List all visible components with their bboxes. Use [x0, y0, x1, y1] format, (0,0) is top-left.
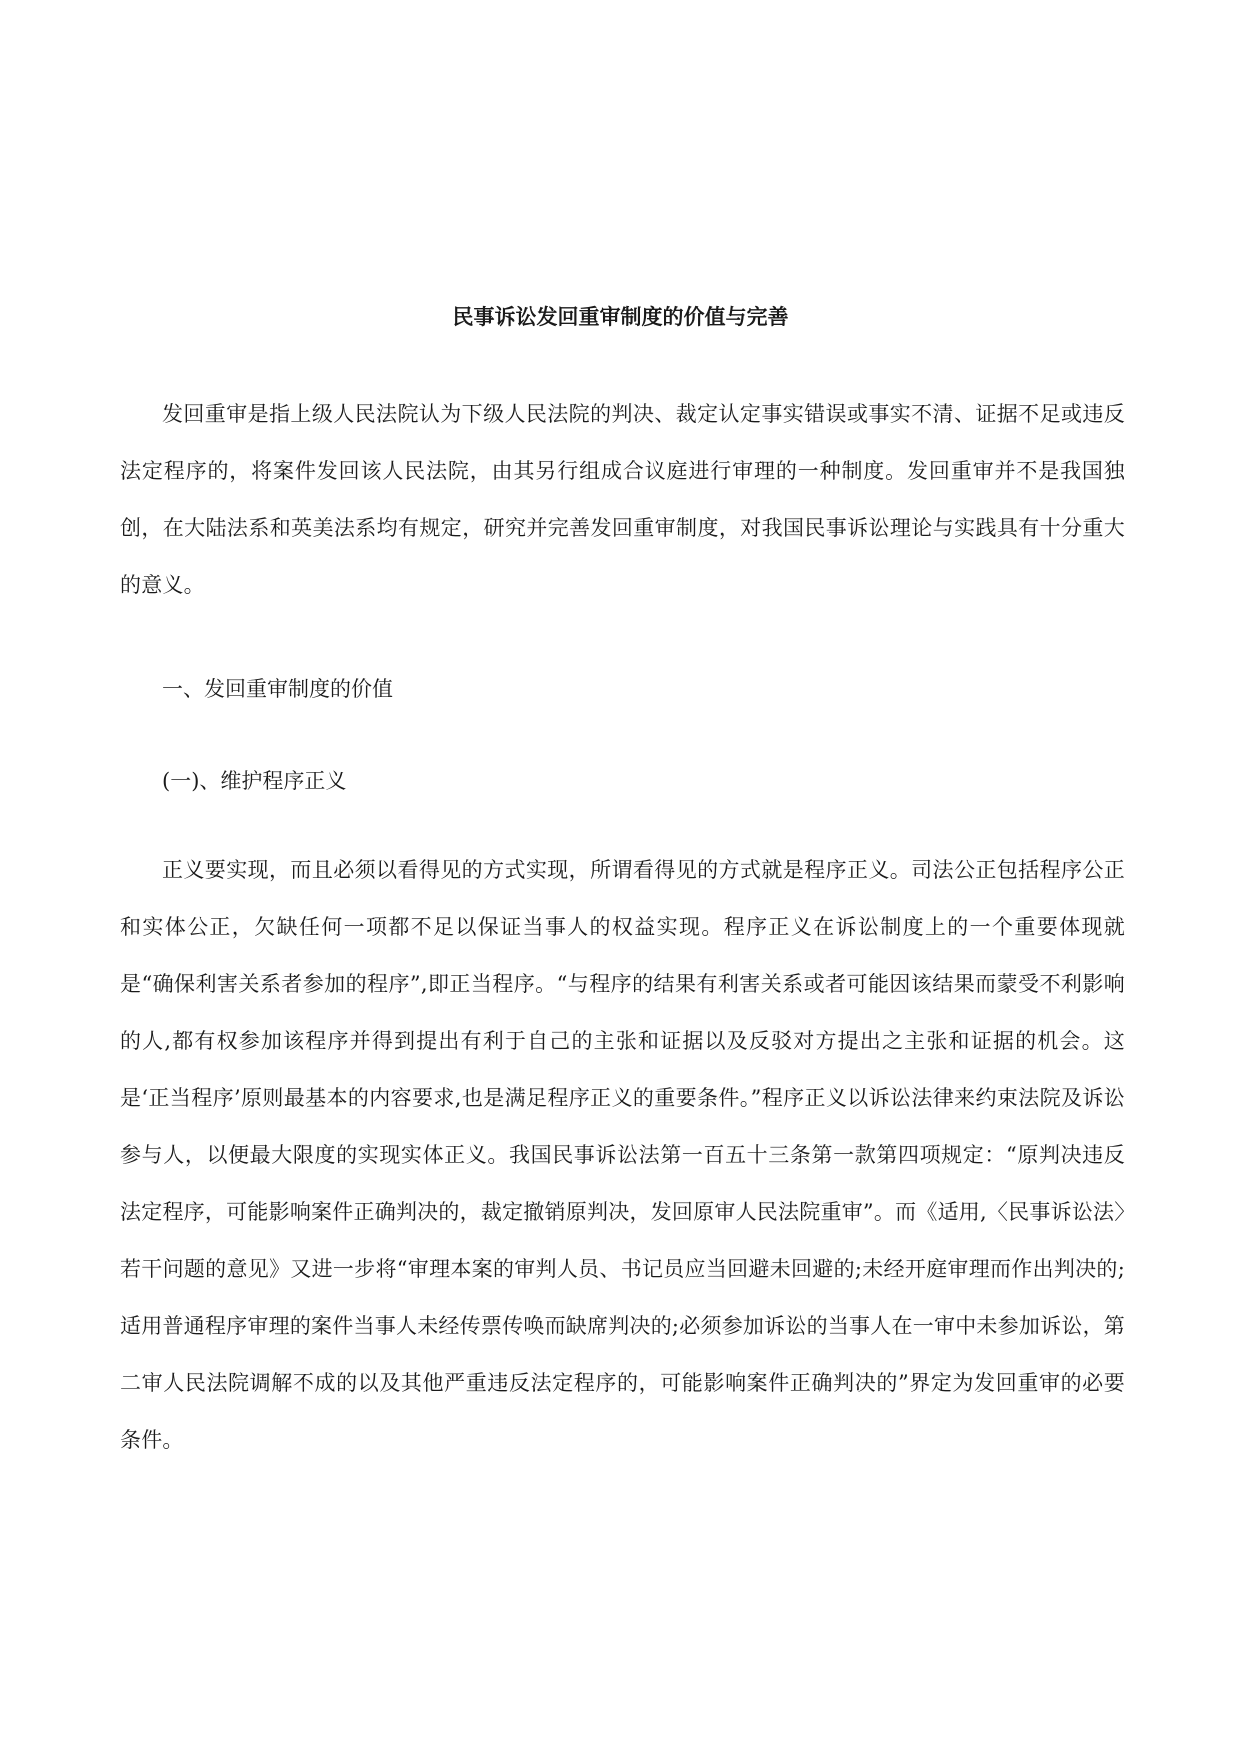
section-heading: 一、发回重审制度的价值: [162, 677, 393, 701]
body-paragraph: 正义要实现，而且必须以看得见的方式实现，所谓看得见的方式就是程序正义。司法公正包括程序公正和实体公正，欠缺任何一项都不足以保证当事人的权益实现。程序正义在诉讼制度上的一个重要体现就是“确保利害关系者参加的程序”,即正当程序。“与程序的结果有利害关系或者可能因该结果而蒙受不利影响的人,都有权参加该程序并得到提出有利于自己的主张和证据以及反驳对方提出之主张和证据的机会。这是‘正当程序’原则最基本的内容要求,也是满足程序正义的重要条件。”程序正义以诉讼法律来约束法院及诉讼参与人，以便最大限度的实现实体正义。我国民事诉讼法第一百五十三条第一款第四项规定：“原判决违反法定程序，可能影响案件正确判决的，裁定撤销原判决，发回原审人民法院重审”。而《适用,〈民事诉讼法〉若干问题的意见》又进一步将“审理本案的审判人员、书记员应当回避未回避的;未经开庭审理而作出判决的;适用普通程序审理的案件当事人未经传票传唤而缺席判决的;必须参加诉讼的当事人在一审中未参加诉讼，第二审人民法院调解不成的以及其他严重违反法定程序的，可能影响案件正确判决的”界定为发回重审的必要条件。: [120, 858, 1125, 1452]
document-title: 民事诉讼发回重审制度的价值与完善: [452, 305, 789, 329]
subsection-heading: (一)、维护程序正义: [162, 769, 347, 793]
body-paragraph: 发回重审是指上级人民法院认为下级人民法院的判决、裁定认定事实错误或事实不清、证据不足或违反法定程序的，将案件发回该人民法院，由其另行组成合议庭进行审理的一种制度。发回重审并不是我国独创，在大陆法系和英美法系均有规定，研究并完善发回重审制度，对我国民事诉讼理论与实践具有十分重大的意义。: [120, 402, 1125, 597]
